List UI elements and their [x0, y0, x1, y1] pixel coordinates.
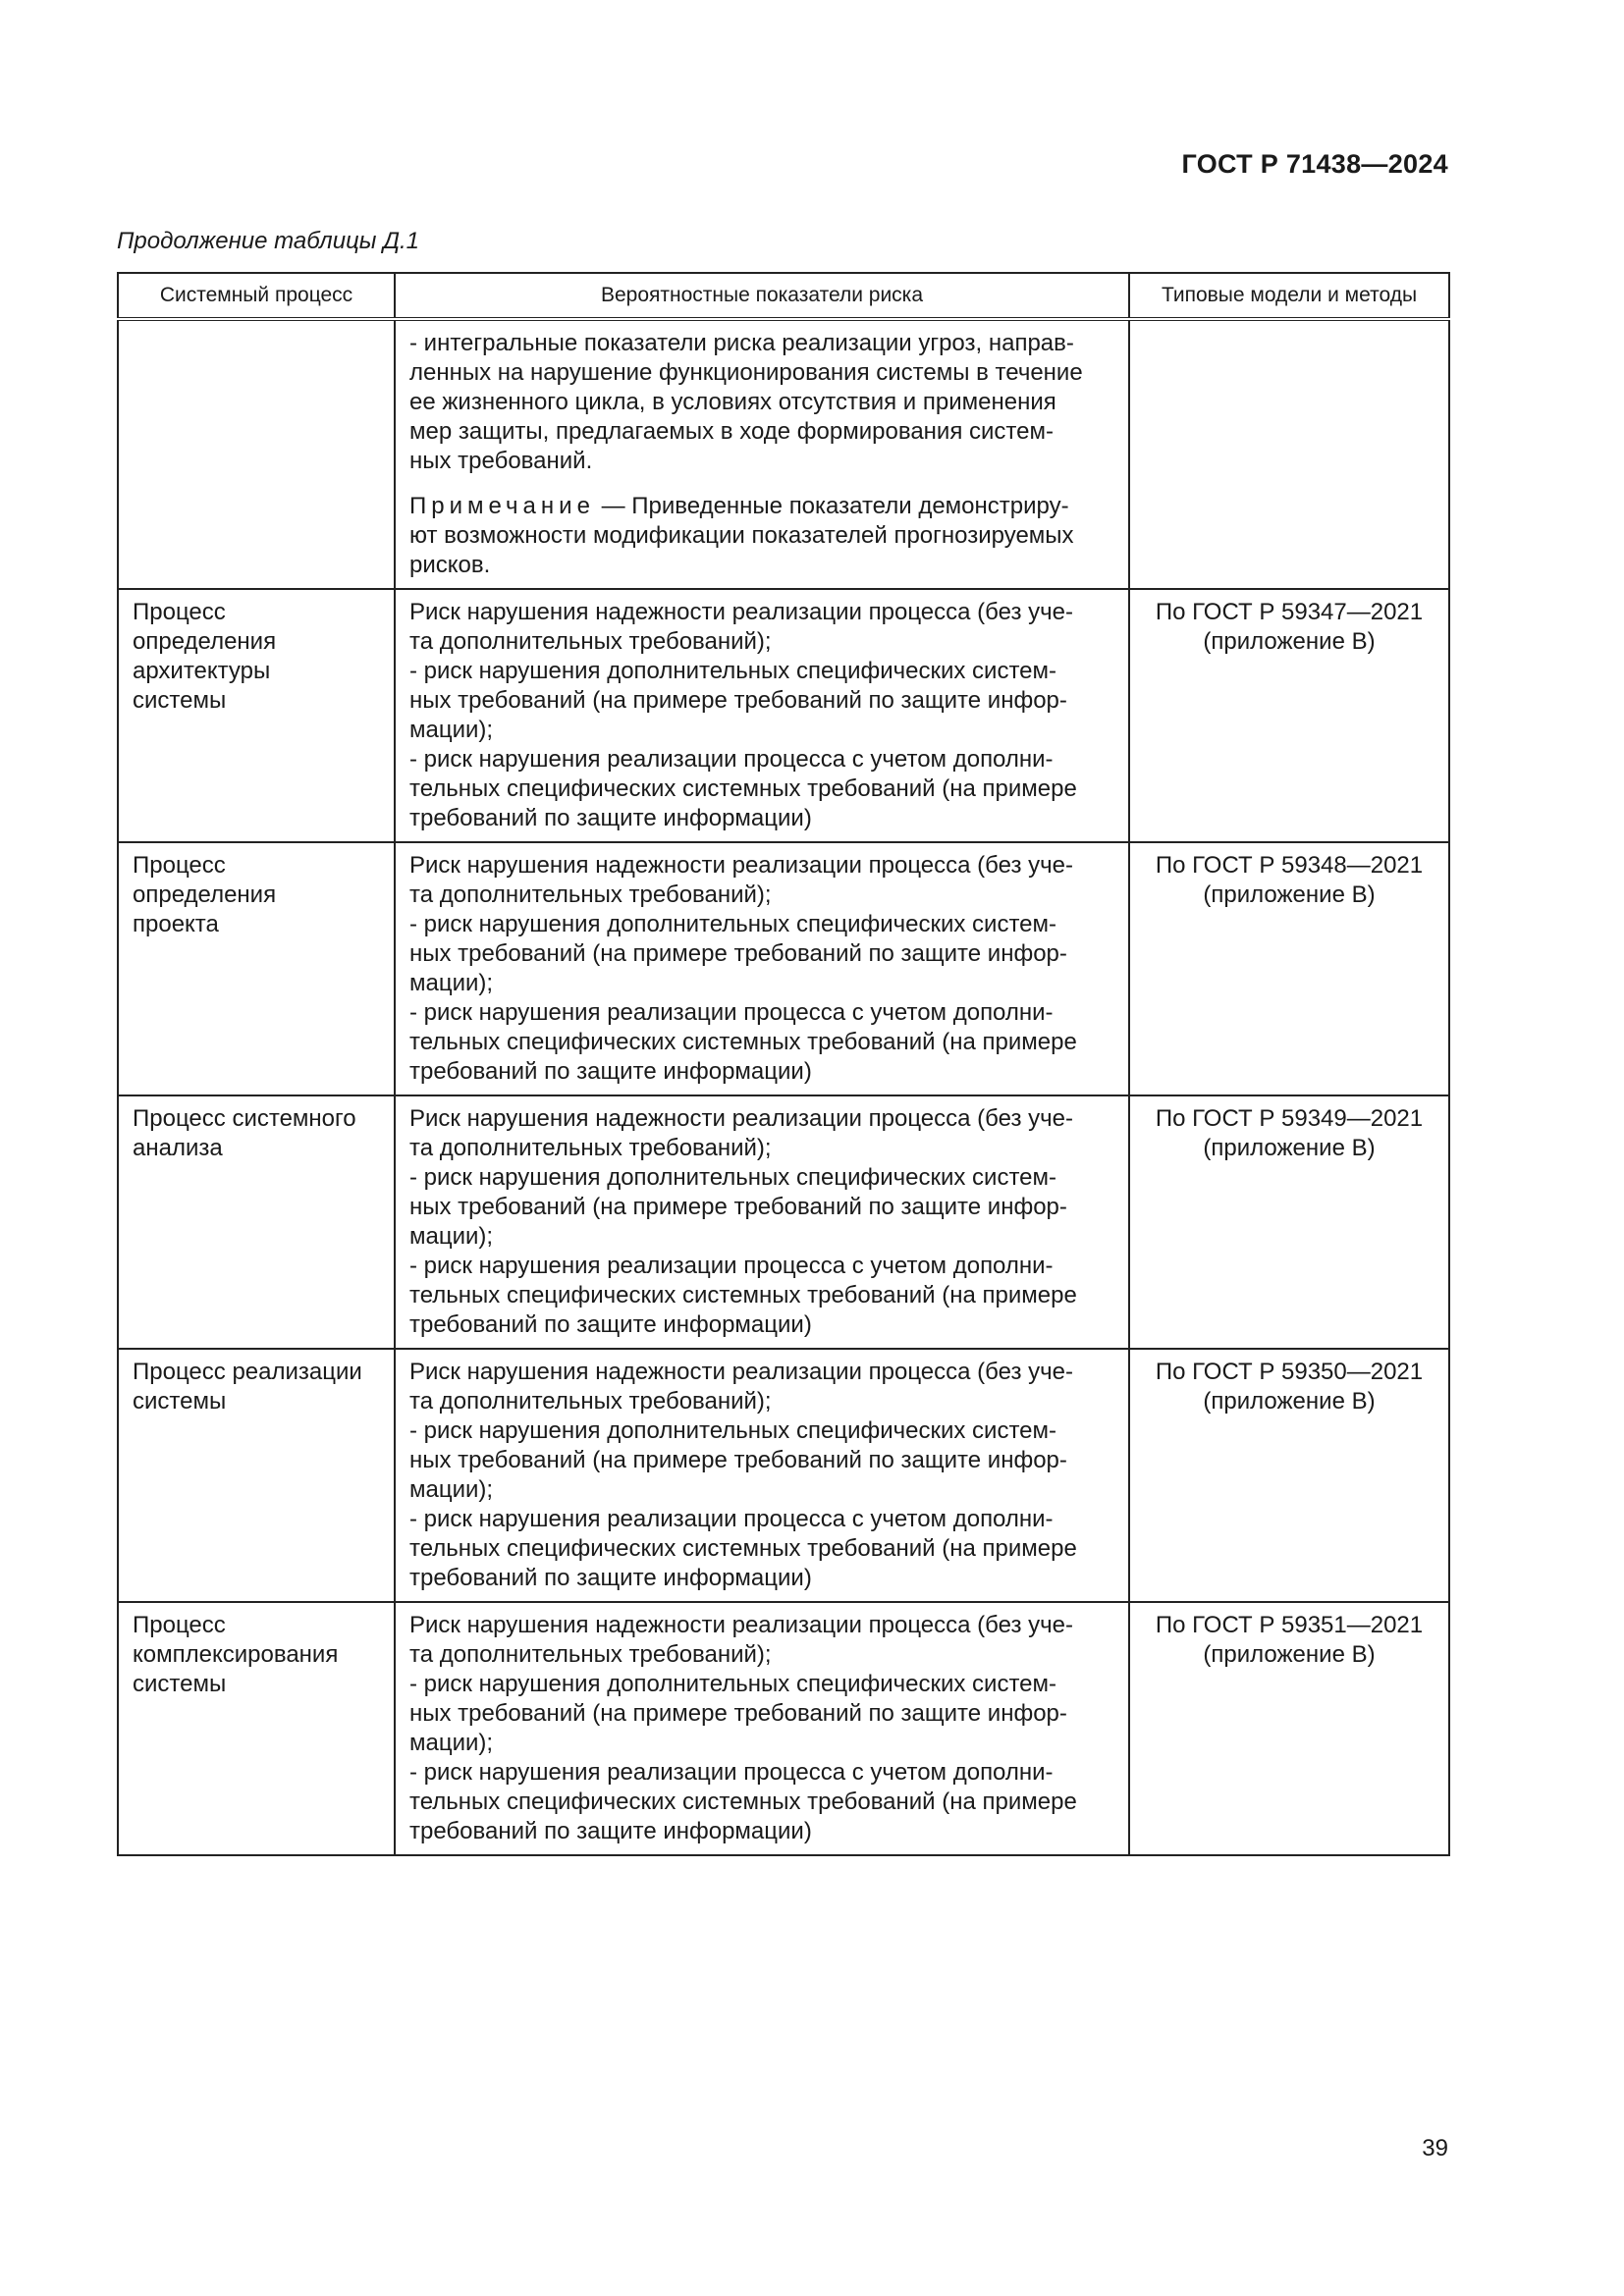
- table-row: [118, 1349, 1449, 1602]
- process-cell: [118, 1349, 395, 1602]
- indicators-line: мации);: [409, 717, 494, 743]
- indicators-line: та дополнительных требований);: [409, 1641, 772, 1668]
- indicators-line: тельных специфических системных требований (на примере: [409, 1029, 1077, 1055]
- column-header-methods: Типовые модели и методы: [1129, 273, 1449, 319]
- indicators-line: требований по защите информации): [409, 1311, 812, 1338]
- indicators-line: требований по защите информации): [409, 1565, 812, 1591]
- process-line: комплексирования: [133, 1641, 339, 1668]
- method-cell: [1129, 1095, 1449, 1349]
- indicators-line: - риск нарушения реализации процесса с учетом дополни-: [409, 1759, 1054, 1786]
- indicators-cell: [395, 1095, 1129, 1349]
- indicators-line: - риск нарушения реализации процесса с учетом дополни-: [409, 746, 1054, 773]
- method-line: (приложение В): [1203, 1135, 1376, 1161]
- process-cell: [118, 842, 395, 1095]
- indicators-line: - риск нарушения реализации процесса с учетом дополни-: [409, 1253, 1054, 1279]
- note-line: — Приведенные показатели демонстриру-: [594, 493, 1069, 519]
- indicators-line: та дополнительных требований);: [409, 881, 772, 908]
- process-line: Процесс: [133, 1612, 226, 1638]
- table-note: [409, 492, 1114, 580]
- note-line: рисков.: [409, 552, 491, 578]
- process-line: определения: [133, 628, 277, 655]
- indicators-line: ных требований (на примере требований по защите инфор-: [409, 940, 1067, 967]
- method-line: По ГОСТ Р 59347—2021: [1155, 599, 1424, 625]
- method-line: По ГОСТ Р 59348—2021: [1155, 852, 1424, 879]
- indicator-line: ных требований.: [409, 448, 593, 474]
- process-line: анализа: [133, 1135, 223, 1161]
- indicators-line: требований по защите информации): [409, 805, 812, 831]
- method-line: (приложение В): [1203, 628, 1376, 655]
- process-cell: [118, 1095, 395, 1349]
- indicators-line: ных требований (на примере требований по защите инфор-: [409, 1700, 1067, 1727]
- indicators-line: - риск нарушения реализации процесса с учетом дополни-: [409, 1506, 1054, 1532]
- method-cell: [1129, 589, 1449, 842]
- indicators-line: - риск нарушения дополнительных специфических систем-: [409, 1671, 1057, 1697]
- method-line: По ГОСТ Р 59350—2021: [1155, 1359, 1424, 1385]
- indicators-line: мации);: [409, 1476, 494, 1503]
- indicators-line: та дополнительных требований);: [409, 1135, 772, 1161]
- process-line: проекта: [133, 911, 219, 937]
- indicators-cell: [395, 1602, 1129, 1855]
- indicators-line: Риск нарушения надежности реализации процесса (без уче-: [409, 852, 1073, 879]
- indicators-line: Риск нарушения надежности реализации процесса (без уче-: [409, 1105, 1073, 1132]
- indicators-line: та дополнительных требований);: [409, 628, 772, 655]
- process-line: архитектуры: [133, 658, 271, 684]
- method-line: По ГОСТ Р 59349—2021: [1155, 1105, 1424, 1132]
- indicator-line: - интегральные показатели риска реализации угроз, направ-: [409, 330, 1074, 356]
- method-line: (приложение В): [1203, 881, 1376, 908]
- document-id: ГОСТ Р 71438—2024: [1181, 149, 1448, 179]
- indicators-cell: [395, 1349, 1129, 1602]
- indicators-line: Риск нарушения надежности реализации процесса (без уче-: [409, 1359, 1073, 1385]
- process-line: определения: [133, 881, 277, 908]
- indicators-line: ных требований (на примере требований по защите инфор-: [409, 687, 1067, 714]
- table-header-row: [118, 273, 1449, 319]
- process-line: системы: [133, 1671, 227, 1697]
- process-cell: [118, 589, 395, 842]
- process-line: Процесс системного: [133, 1105, 356, 1132]
- indicators-line: требований по защите информации): [409, 1058, 812, 1085]
- method-cell: [1129, 1349, 1449, 1602]
- method-line: (приложение В): [1203, 1641, 1376, 1668]
- indicators-line: тельных специфических системных требований (на примере: [409, 1282, 1077, 1308]
- method-cell: [1129, 1602, 1449, 1855]
- indicators-line: мации);: [409, 970, 494, 996]
- indicators-line: та дополнительных требований);: [409, 1388, 772, 1415]
- indicators-line: тельных специфических системных требований (на примере: [409, 1535, 1077, 1562]
- table-row: [118, 1602, 1449, 1855]
- indicators-line: - риск нарушения дополнительных специфических систем-: [409, 911, 1057, 937]
- column-header-indicators: Вероятностные показатели риска: [395, 273, 1129, 319]
- indicators-line: - риск нарушения дополнительных специфических систем-: [409, 658, 1057, 684]
- indicators-line: - риск нарушения дополнительных специфических систем-: [409, 1164, 1057, 1191]
- indicators-line: Риск нарушения надежности реализации процесса (без уче-: [409, 1612, 1073, 1638]
- note-label: Примечание: [409, 493, 595, 519]
- indicators-line: тельных специфических системных требований (на примере: [409, 775, 1077, 802]
- table-row: [118, 589, 1449, 842]
- table-caption: Продолжение таблицы Д.1: [117, 228, 420, 254]
- process-cell: [118, 319, 395, 589]
- method-line: (приложение В): [1203, 1388, 1376, 1415]
- indicators-line: ных требований (на примере требований по защите инфор-: [409, 1447, 1067, 1473]
- process-line: Процесс: [133, 599, 226, 625]
- table-row: [118, 1095, 1449, 1349]
- indicators-line: требований по защите информации): [409, 1818, 812, 1844]
- indicators-line: мации);: [409, 1223, 494, 1250]
- process-line: системы: [133, 1388, 227, 1415]
- indicator-line: ленных на нарушение функционирования системы в течение: [409, 359, 1083, 386]
- indicators-line: Риск нарушения надежности реализации процесса (без уче-: [409, 599, 1073, 625]
- method-cell: [1129, 319, 1449, 589]
- risk-indicators-table: [117, 272, 1450, 1856]
- note-line: ют возможности модификации показателей прогнозируемых: [409, 522, 1074, 549]
- indicators-cell: [395, 842, 1129, 1095]
- indicators-cell: [395, 589, 1129, 842]
- indicator-line: ее жизненного цикла, в условиях отсутствия и применения: [409, 389, 1056, 415]
- indicators-line: мации);: [409, 1730, 494, 1756]
- process-line: Процесс реализации: [133, 1359, 362, 1385]
- indicators-line: - риск нарушения реализации процесса с учетом дополни-: [409, 999, 1054, 1026]
- indicators-line: - риск нарушения дополнительных специфических систем-: [409, 1417, 1057, 1444]
- column-header-process: Системный процесс: [118, 273, 395, 319]
- indicators-line: ных требований (на примере требований по защите инфор-: [409, 1194, 1067, 1220]
- table-row: [118, 842, 1449, 1095]
- process-cell: [118, 1602, 395, 1855]
- indicators-line: тельных специфических системных требований (на примере: [409, 1789, 1077, 1815]
- table-row-continuation: [118, 319, 1449, 589]
- page-number: 39: [1422, 2135, 1448, 2162]
- process-line: системы: [133, 687, 227, 714]
- method-cell: [1129, 842, 1449, 1095]
- indicator-line: мер защиты, предлагаемых в ходе формирования систем-: [409, 418, 1054, 445]
- process-line: Процесс: [133, 852, 226, 879]
- method-line: По ГОСТ Р 59351—2021: [1155, 1612, 1424, 1638]
- indicators-cell: [395, 319, 1129, 589]
